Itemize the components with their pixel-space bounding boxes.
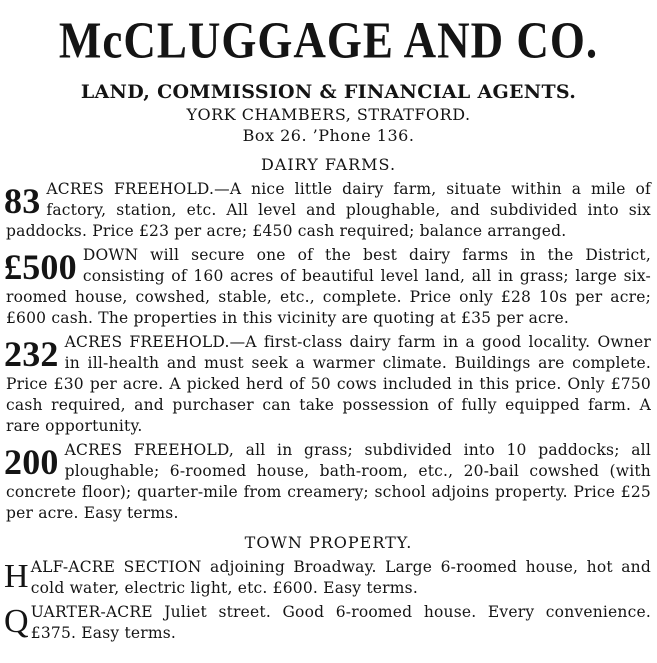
listing-200-acres — [6, 440, 651, 524]
company-address: YORK CHAMBERS, STRATFORD. — [186, 105, 471, 124]
listing-half-acre — [6, 557, 651, 599]
company-subtitle: LAND, COMMISSION & FINANCIAL AGENTS. — [80, 81, 577, 103]
listing-500-down — [6, 245, 651, 329]
listing-quarter-acre — [6, 602, 651, 644]
listing-lead: 200 — [4, 442, 59, 482]
section-heading: TOWN PROPERTY. — [244, 533, 413, 552]
listing-text: DOWN will secure one of the best dairy farms in the District, consisting of 160 acres of beautiful level land, all in grass; large six-roomed house, cowshed, stable, etc., complete. Price only £28 10s per acre; £600 cash. The properties in this vicinity are quoting at £35 per acre. — [6, 246, 651, 327]
advertisement — [0, 10, 657, 663]
listing-83-acres — [6, 179, 651, 242]
listing-text: ACRES FREEHOLD, all in grass; subdivided into 10 paddocks; all ploughable; 6-roomed house, bath-room, etc., 20-bail cowshed (with concrete floor); quarter-mile from creamery; school adjoins property. Price £25 per acre. Easy terms. — [6, 441, 651, 522]
listing-lead: £500 — [4, 247, 77, 287]
listing-lead: 83 — [4, 181, 41, 221]
listing-lead: 232 — [4, 334, 59, 374]
company-name: McCLUGGAGE AND CO. — [58, 11, 599, 69]
section-dairy-farms — [6, 154, 651, 524]
listing-text: ACRES FREEHOLD.—A first-class dairy farm in a good locality. Owner in ill-health and must seek a warmer climate. Buildings are complete. Price £30 per acre. A picked herd of 50 cows included in this price. Only £750 cash required, and purchaser can take possession of fully equipped farm. A rare opportunity. — [6, 333, 651, 435]
listing-dropcap: Q — [4, 603, 29, 640]
section-heading: DAIRY FARMS. — [260, 155, 397, 174]
listing-text: ACRES FREEHOLD.—A nice little dairy farm, situate within a mile of factory, station, etc. All level and ploughable, and subdivided into six paddocks. Price £23 per acre; £450 cash required; balance arranged. — [6, 180, 651, 240]
section-town-property — [6, 532, 651, 644]
listing-text: ALF-ACRE SECTION adjoining Broadway. Large 6-roomed house, hot and cold water, electric light, etc. £600. Easy terms. — [30, 558, 651, 597]
listing-232-acres — [6, 332, 651, 437]
listing-dropcap: H — [4, 558, 29, 595]
box-and-phone: Box 26. ’Phone 136. — [242, 126, 415, 145]
listing-text: UARTER-ACRE Juliet street. Good 6-roomed house. Every convenience. £375. Easy terms. — [30, 603, 651, 642]
